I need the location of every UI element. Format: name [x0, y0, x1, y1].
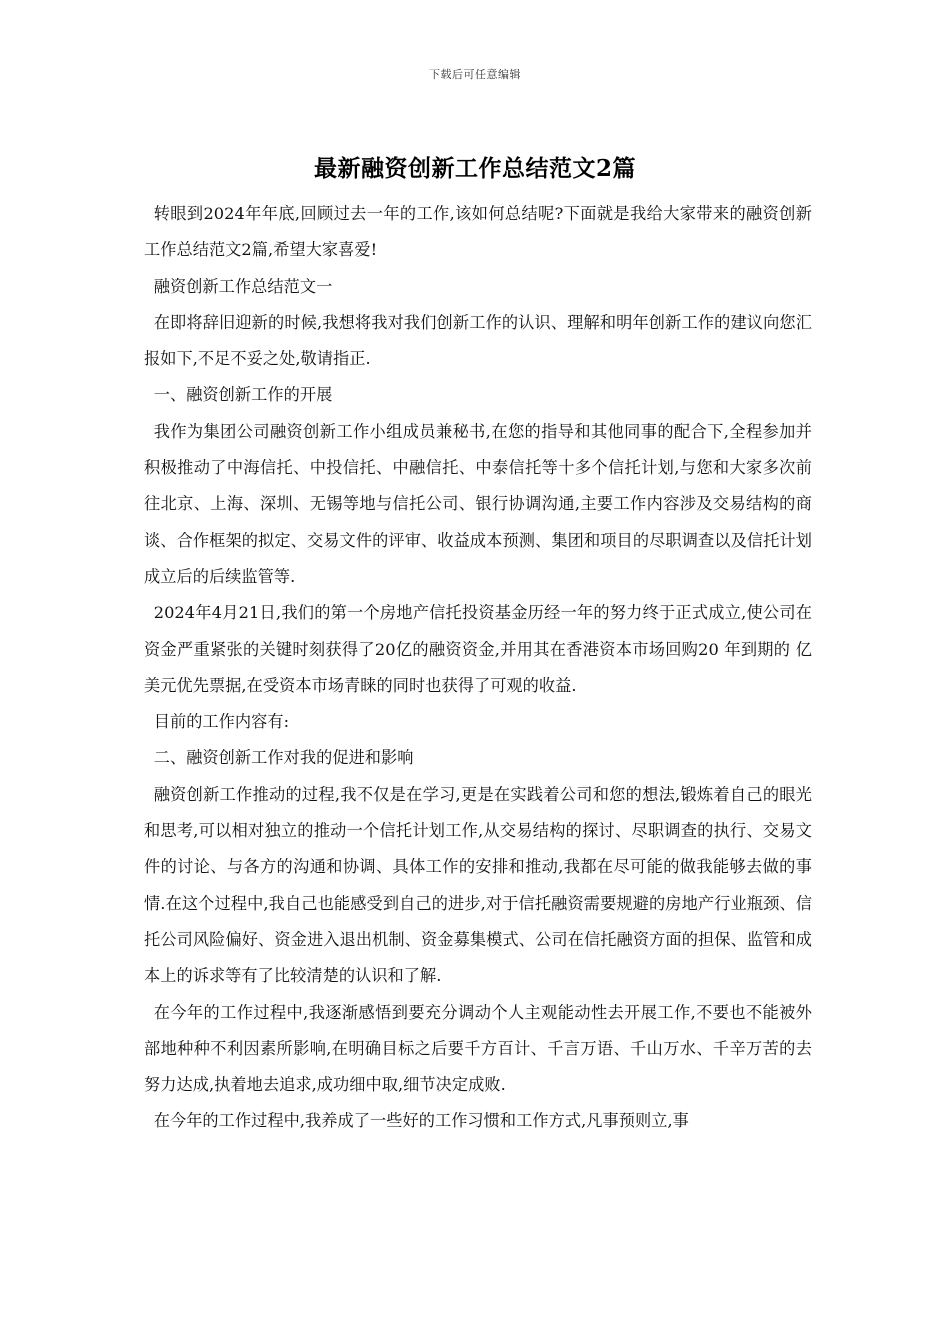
- paragraph-work-scope: 我作为集团公司融资创新工作小组成员兼秘书,在您的指导和其他同事的配合下,全程参加并积极推动了中海信托、中投信托、中融信托、中泰信托等十多个信托计划,与您和大家多次前往北京、上海、深圳、无锡等地与信托公司、银行协调沟通,主要工作内容涉及交易结构的商谈、合作框架的拟定、交易文件的评审、收益成本预测、集团和项目的尽职调查以及信托计划成立后的后续监管等.: [144, 421, 812, 586]
- section-heading-1: 一、融资创新工作的开展: [153, 385, 333, 405]
- paragraph-current-work: 目前的工作内容有:: [153, 712, 290, 732]
- document-title: 最新融资创新工作总结范文2篇: [313, 155, 636, 182]
- paragraph-learning: 融资创新工作推动的过程,我不仅是在学习,更是在实践着公司和您的想法,锻炼着自己的眼光和思考,可以相对独立的推动一个信托计划工作,从交易结构的探讨、尽职调查的执行、交易文件的讨论、与各方的沟通和协调、具体工作的安排和推动,我都在尽可能的做我能够去做的事情.在这个过程中,我自己也能感受到自己的进步,对于信托融资需要规避的房地产行业瓶颈、信托公司风险偏好、资金进入退出机制、资金募集模式、公司在信托融资方面的担保、监管和成本上的诉求等有了比较清楚的认识和了解.: [144, 784, 812, 986]
- header-note: 下载后可任意编辑: [429, 68, 521, 81]
- paragraph-fund-established: 2024年4月21日,我们的第一个房地产信托投资基金历经一年的努力终于正式成立,使公司在资金严重紧张的关键时刻获得了20亿的融资资金,并用其在香港资本市场回购20 年到期的 亿美元优先票据,在受资本市场青睐的同时也获得了可观的收益.: [144, 603, 812, 695]
- paragraph-intro: 转眼到2024年年底,回顾过去一年的工作,该如何总结呢?下面就是我给大家带来的融资创新工作总结范文2篇,希望大家喜爱!: [144, 204, 812, 260]
- section-heading-2: 二、融资创新工作对我的促进和影响: [153, 748, 414, 768]
- paragraph-initiative: 在今年的工作过程中,我逐渐感悟到要充分调动个人主观能动性去开展工作,不要也不能被外部地种种不利因素所影响,在明确目标之后要千方百计、千言万语、千山万水、千辛万苦的去努力达成,执着地去追求,成功细中取,细节决定成败.: [144, 1002, 812, 1095]
- paragraph-subtitle-1: 融资创新工作总结范文一: [153, 276, 333, 296]
- paragraph-habits: 在今年的工作过程中,我养成了一些好的工作习惯和工作方式,凡事预则立,事: [153, 1111, 689, 1131]
- paragraph-opening: 在即将辞旧迎新的时候,我想将我对我们创新工作的认识、理解和明年创新工作的建议向您汇报如下,不足不妥之处,敬请指正.: [144, 312, 812, 369]
- document-body: [144, 196, 812, 1140]
